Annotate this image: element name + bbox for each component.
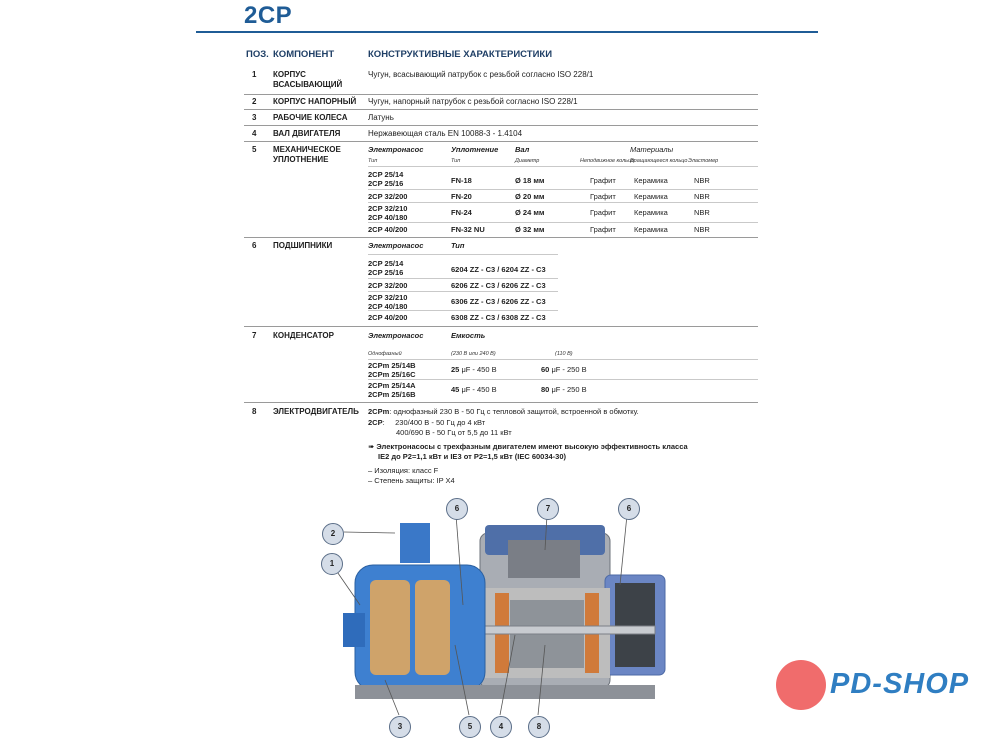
seal-m1: Графит (590, 176, 616, 185)
divider (244, 237, 758, 238)
row-pos: 4 (252, 129, 257, 138)
row-component: ЭЛЕКТРОДВИГАТЕЛЬ (273, 407, 359, 416)
table-row (244, 145, 758, 237)
row-pos: 8 (252, 407, 257, 416)
row-component: КОРПУС ВСАСЫВАЮЩИЙ (273, 70, 343, 89)
pump-cutaway-illustration (315, 495, 690, 740)
divider (244, 125, 758, 126)
seal-m1: Графит (590, 208, 616, 217)
row-component: ПОДШИПНИКИ (273, 241, 333, 250)
divider (368, 359, 758, 360)
seal-m3: NBR (694, 225, 710, 234)
callout-4: 4 (490, 716, 512, 738)
page-title: 2CP (244, 2, 293, 29)
bearings-type: 6206 ZZ - C3 / 6206 ZZ - C3 (451, 281, 546, 290)
capacitor-value-1 (451, 385, 497, 394)
motor-insulation: – Изоляция: класс F (368, 466, 439, 475)
row-desc: Чугун, всасывающий патрубок с резьбой согласно ISO 228/1 (368, 70, 594, 79)
row-pos: 3 (252, 113, 257, 122)
row-pos: 7 (252, 331, 257, 340)
seal-sub-type2: Тип (451, 158, 461, 164)
motor-l2-text: : 230/400 В - 50 Гц до 4 кВт (382, 418, 486, 427)
seal-m2: Керамика (634, 192, 668, 201)
motor-line-1 (368, 407, 639, 416)
bearings-pumps: 2CP 40/200 (368, 313, 408, 322)
row-desc: Нержавеющая сталь EN 10088-3 - 1.4104 (368, 129, 523, 138)
seal-header-seal: Уплотнение (451, 145, 499, 154)
capacitor-header-pump: Электронасос (368, 331, 424, 340)
table-row (244, 407, 758, 492)
bearings-header-type: Тип (451, 241, 465, 250)
motor-line-2 (368, 418, 485, 427)
divider (368, 291, 558, 292)
callout-1: 1 (321, 553, 343, 575)
seal-pumps: 2CP 40/200 (368, 225, 408, 234)
seal-header-pump: Электронасос (368, 145, 424, 154)
logo-text: PD-SHOP (830, 668, 970, 700)
divider (368, 254, 558, 255)
seal-type: FN-20 (451, 192, 472, 201)
seal-pumps: 2CP 32/200 (368, 192, 408, 201)
divider (244, 94, 758, 95)
seal-pumps: 2CP 25/14 2CP 25/16 (368, 170, 404, 188)
seal-shaft: Ø 20 мм (515, 192, 545, 201)
seal-type: FN-32 NU (451, 225, 485, 234)
divider (244, 109, 758, 110)
capacitor-value-1 (451, 365, 497, 374)
callout-6b: 6 (618, 498, 640, 520)
bearings-pumps: 2CP 32/200 (368, 281, 408, 290)
capacitor-c1: 45 (451, 385, 460, 394)
row-pos: 5 (252, 145, 257, 154)
seal-m3: NBR (694, 192, 710, 201)
seal-type: FN-18 (451, 176, 472, 185)
capacitor-value-2 (541, 385, 587, 394)
row-pos: 6 (252, 241, 257, 250)
bearings-pumps: 2CP 25/14 2CP 25/16 (368, 259, 404, 277)
divider (368, 379, 758, 380)
callout-2: 2 (322, 523, 344, 545)
seal-sub-fixed: Неподвижное кольцо (580, 158, 635, 164)
seal-sub-elastomer: Эластомер (688, 158, 719, 164)
row-component: КОРПУС НАПОРНЫЙ (273, 97, 357, 106)
callout-3: 3 (389, 716, 411, 738)
capacitor-sub-v1: (230 В или 240 В) (451, 351, 496, 357)
divider (368, 310, 558, 311)
header-characteristics: КОНСТРУКТИВНЫЕ ХАРАКТЕРИСТИКИ (368, 49, 553, 60)
seal-pumps: 2CP 32/210 2CP 40/180 (368, 204, 408, 222)
capacitor-u1: μF - 450 В (461, 365, 497, 374)
divider (368, 166, 758, 167)
capacitor-header-cap: Емкость (451, 331, 486, 340)
row-desc: Латунь (368, 113, 394, 122)
seal-m3: NBR (694, 208, 710, 217)
capacitor-sub-v2: (110 В) (555, 351, 573, 357)
header-pos: ПОЗ. (246, 49, 269, 60)
row-component: КОНДЕНСАТОР (273, 331, 334, 340)
divider (368, 278, 558, 279)
callout-8: 8 (528, 716, 550, 738)
seal-sub-type: Тип (368, 158, 378, 164)
callout-6: 6 (446, 498, 468, 520)
seal-m2: Керамика (634, 208, 668, 217)
logo-drop-icon (776, 660, 826, 710)
seal-sub-diameter: Диаметр (515, 158, 540, 164)
seal-shaft: Ø 32 мм (515, 225, 545, 234)
seal-m1: Графит (590, 225, 616, 234)
capacitor-c1: 25 (451, 365, 460, 374)
callout-5: 5 (459, 716, 481, 738)
bearings-pumps: 2CP 32/210 2CP 40/180 (368, 293, 408, 311)
motor-note-1 (368, 442, 688, 451)
divider (368, 189, 758, 190)
motor-line-3: 400/690 В - 50 Гц от 5,5 до 11 кВт (396, 428, 512, 437)
capacitor-u2: μF - 250 В (551, 385, 587, 394)
seal-m1: Графит (590, 192, 616, 201)
header-component: КОМПОНЕНТ (273, 49, 335, 60)
motor-l2-label: 2CP (368, 418, 383, 427)
motor-protection: – Степень защиты: IP X4 (368, 476, 455, 485)
arrow-icon: ➠ (368, 442, 377, 451)
seal-shaft: Ø 18 мм (515, 176, 545, 185)
divider (244, 402, 758, 403)
seal-shaft: Ø 24 мм (515, 208, 545, 217)
divider (368, 222, 758, 223)
motor-note-1-text: Электронасосы с трехфазным двигателем имеют высокую эффективность класса (376, 442, 688, 451)
seal-header-shaft: Вал (515, 145, 530, 154)
divider (368, 202, 758, 203)
capacitor-sub-phase: Однофазный (368, 351, 402, 357)
seal-sub-rotating: Вращающееся кольцо (630, 158, 688, 164)
bearings-type: 6308 ZZ - C3 / 6308 ZZ - C3 (451, 313, 546, 322)
capacitor-pumps: 2CPm 25/14A 2CPm 25/16B (368, 381, 416, 399)
capacitor-u2: μF - 250 В (551, 365, 587, 374)
capacitor-pumps: 2CPm 25/14B 2CPm 25/16C (368, 361, 416, 379)
capacitor-c2: 60 (541, 365, 550, 374)
seal-m2: Керамика (634, 225, 668, 234)
table-row (244, 331, 758, 401)
row-component: МЕХАНИЧЕСКОЕ УПЛОТНЕНИЕ (273, 145, 341, 164)
capacitor-u1: μF - 450 В (461, 385, 497, 394)
row-component: ВАЛ ДВИГАТЕЛЯ (273, 129, 341, 138)
pd-shop-logo (776, 660, 976, 710)
bearings-header-pump: Электронасос (368, 241, 424, 250)
table-row (244, 241, 758, 326)
motor-l1-label: 2CPm (368, 407, 390, 416)
seal-m3: NBR (694, 176, 710, 185)
capacitor-value-2 (541, 365, 587, 374)
pump-cutaway-diagram (315, 495, 690, 740)
row-component: РАБОЧИЕ КОЛЕСА (273, 113, 348, 122)
bearings-type: 6306 ZZ - C3 / 6206 ZZ - C3 (451, 297, 546, 306)
row-desc: Чугун, напорный патрубок с резьбой согласно ISO 228/1 (368, 97, 578, 106)
divider (244, 326, 758, 327)
seal-m2: Керамика (634, 176, 668, 185)
seal-header-materials: Материалы (630, 145, 674, 154)
seal-type: FN-24 (451, 208, 472, 217)
divider (244, 141, 758, 142)
motor-note-2: IE2 до P2=1,1 кВт и IE3 от P2=1,5 кВт (IEC 60034-30) (378, 452, 567, 461)
motor-l1-text: : однофазный 230 В - 50 Гц с тепловой защитой, встроенной в обмотку. (389, 407, 639, 416)
bearings-type: 6204 ZZ - C3 / 6204 ZZ - C3 (451, 265, 546, 274)
callout-7: 7 (537, 498, 559, 520)
title-rule (196, 31, 818, 33)
capacitor-c2: 80 (541, 385, 550, 394)
row-pos: 1 (252, 70, 257, 79)
row-pos: 2 (252, 97, 257, 106)
